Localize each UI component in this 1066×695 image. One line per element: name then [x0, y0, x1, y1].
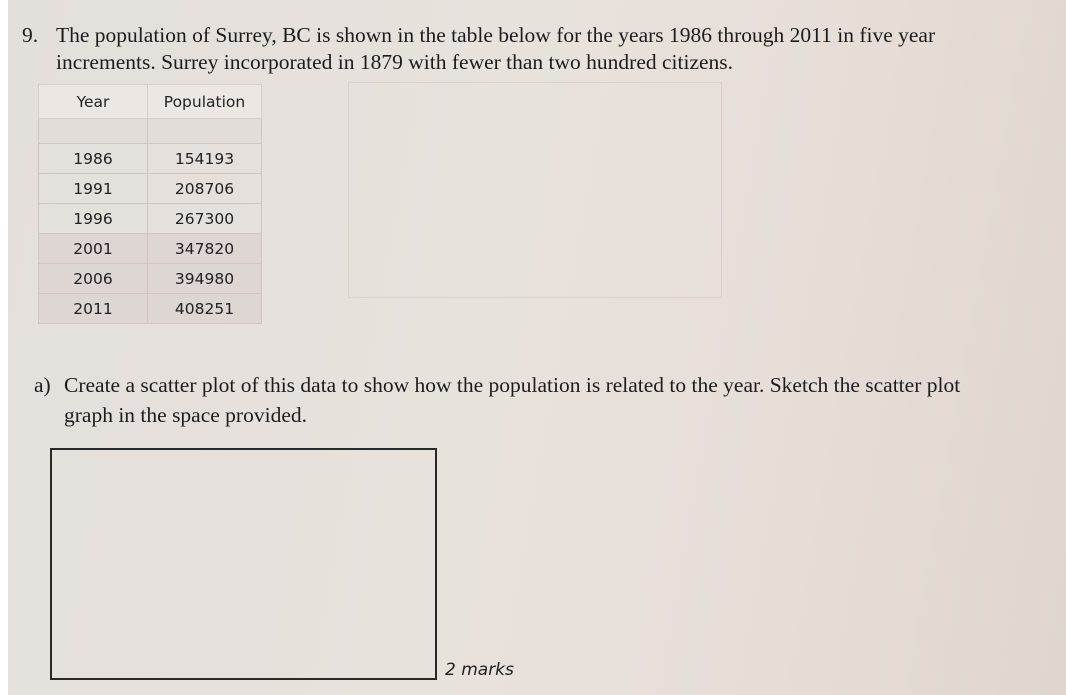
table-row: [39, 294, 262, 324]
population-cell: 408251: [148, 294, 262, 324]
worksheet-page: [8, 0, 1066, 695]
year-cell: 1986: [39, 144, 148, 174]
year-cell: 2001: [39, 234, 148, 264]
table-row: [39, 234, 262, 264]
scatter-plot-answer-box[interactable]: [50, 448, 437, 680]
table-row: [39, 144, 262, 174]
table-row: [39, 174, 262, 204]
faded-background-box: [348, 82, 722, 298]
year-cell: 2006: [39, 264, 148, 294]
header-population: Population: [148, 85, 262, 119]
header-year: Year: [39, 85, 148, 119]
population-cell: 154193: [148, 144, 262, 174]
part-a-text: Create a scatter plot of this data to show how the population is related to the year. Sketch the scatter plot graph in the space provided.: [64, 373, 961, 427]
table-blank-row: [39, 119, 262, 144]
blank-cell: [148, 119, 262, 144]
table-row: [39, 264, 262, 294]
part-a-label: a): [34, 373, 51, 397]
table-row: [39, 204, 262, 234]
year-cell: 1996: [39, 204, 148, 234]
table-header-row: [39, 85, 262, 119]
population-cell: 267300: [148, 204, 262, 234]
marks-label: 2 marks: [445, 660, 514, 680]
population-cell: 347820: [148, 234, 262, 264]
year-cell: 1991: [39, 174, 148, 204]
question-text: The population of Surrey, BC is shown in the table below for the years 1986 through 2011 in five year increments. Surrey incorporated in 1879 with fewer than two hundred citizens.: [56, 23, 936, 74]
blank-cell: [39, 119, 148, 144]
year-cell: 2011: [39, 294, 148, 324]
population-table: [38, 84, 262, 324]
population-cell: 394980: [148, 264, 262, 294]
population-cell: 208706: [148, 174, 262, 204]
question-number: 9.: [22, 23, 39, 47]
